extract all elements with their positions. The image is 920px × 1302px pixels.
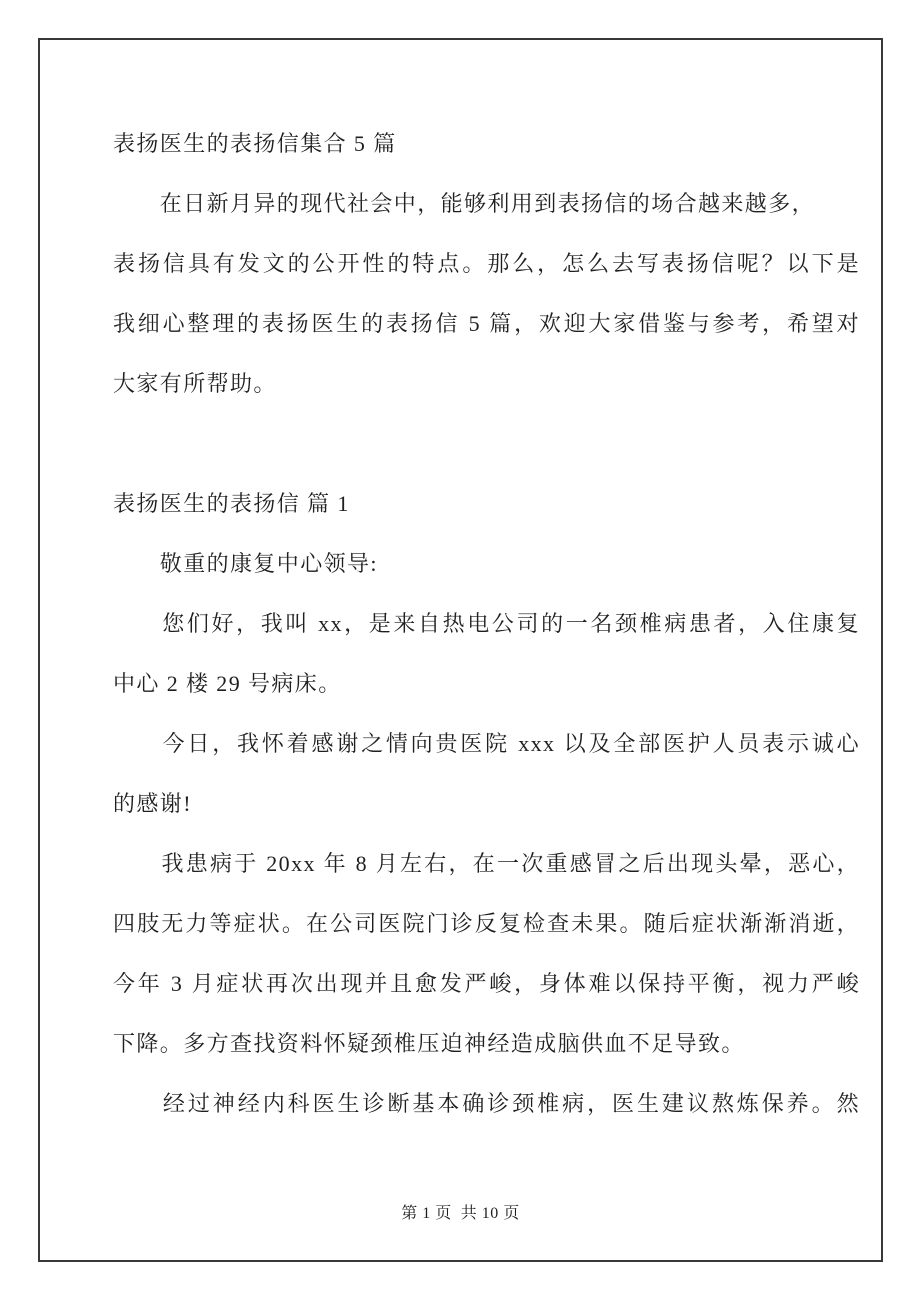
text-line: 四肢无力等症状。在公司医院门诊反复检查未果。随后症状渐渐消逝， [113,911,860,936]
text-line: 我细心整理的表扬医生的表扬信 5 篇，欢迎大家借鉴与参考，希望对 [113,311,860,336]
text-line: 的感谢! [113,791,192,816]
text-line: 表扬医生的表扬信 篇 1 [113,491,350,516]
page-footer [38,1200,883,1228]
text-line: 您们好，我叫 xx，是来自热电公司的一名颈椎病患者，入住康复 [113,611,860,636]
text-line: 表扬信具有发文的公开性的特点。那么，怎么去写表扬信呢？以下是 [113,251,860,276]
text-line: 敬重的康复中心领导: [113,551,378,576]
text-line: 大家有所帮助。 [113,371,277,396]
text-line: 今日，我怀着感谢之情向贵医院 xxx 以及全部医护人员表示诚心 [113,731,860,756]
text-line: 在日新月异的现代社会中，能够利用到表扬信的场合越来越多， [113,191,816,216]
text-line: 表扬医生的表扬信集合 5 篇 [113,131,397,156]
text-line: 我患病于 20xx 年 8 月左右，在一次重感冒之后出现头晕，恶心， [113,851,860,876]
document-body [113,114,860,1134]
text-line: 下降。多方查找资料怀疑颈椎压迫神经造成脑供血不足导致。 [113,1031,745,1056]
page-number: 第 1 页 共 10 页 [401,1205,520,1222]
text-line: 今年 3 月症状再次出现并且愈发严峻，身体难以保持平衡，视力严峻 [113,971,860,996]
text-line: 中心 2 楼 29 号病床。 [113,671,342,696]
text-line [113,414,860,474]
text-line: 经过神经内科医生诊断基本确诊颈椎病，医生建议熬炼保养。然 [113,1091,860,1116]
